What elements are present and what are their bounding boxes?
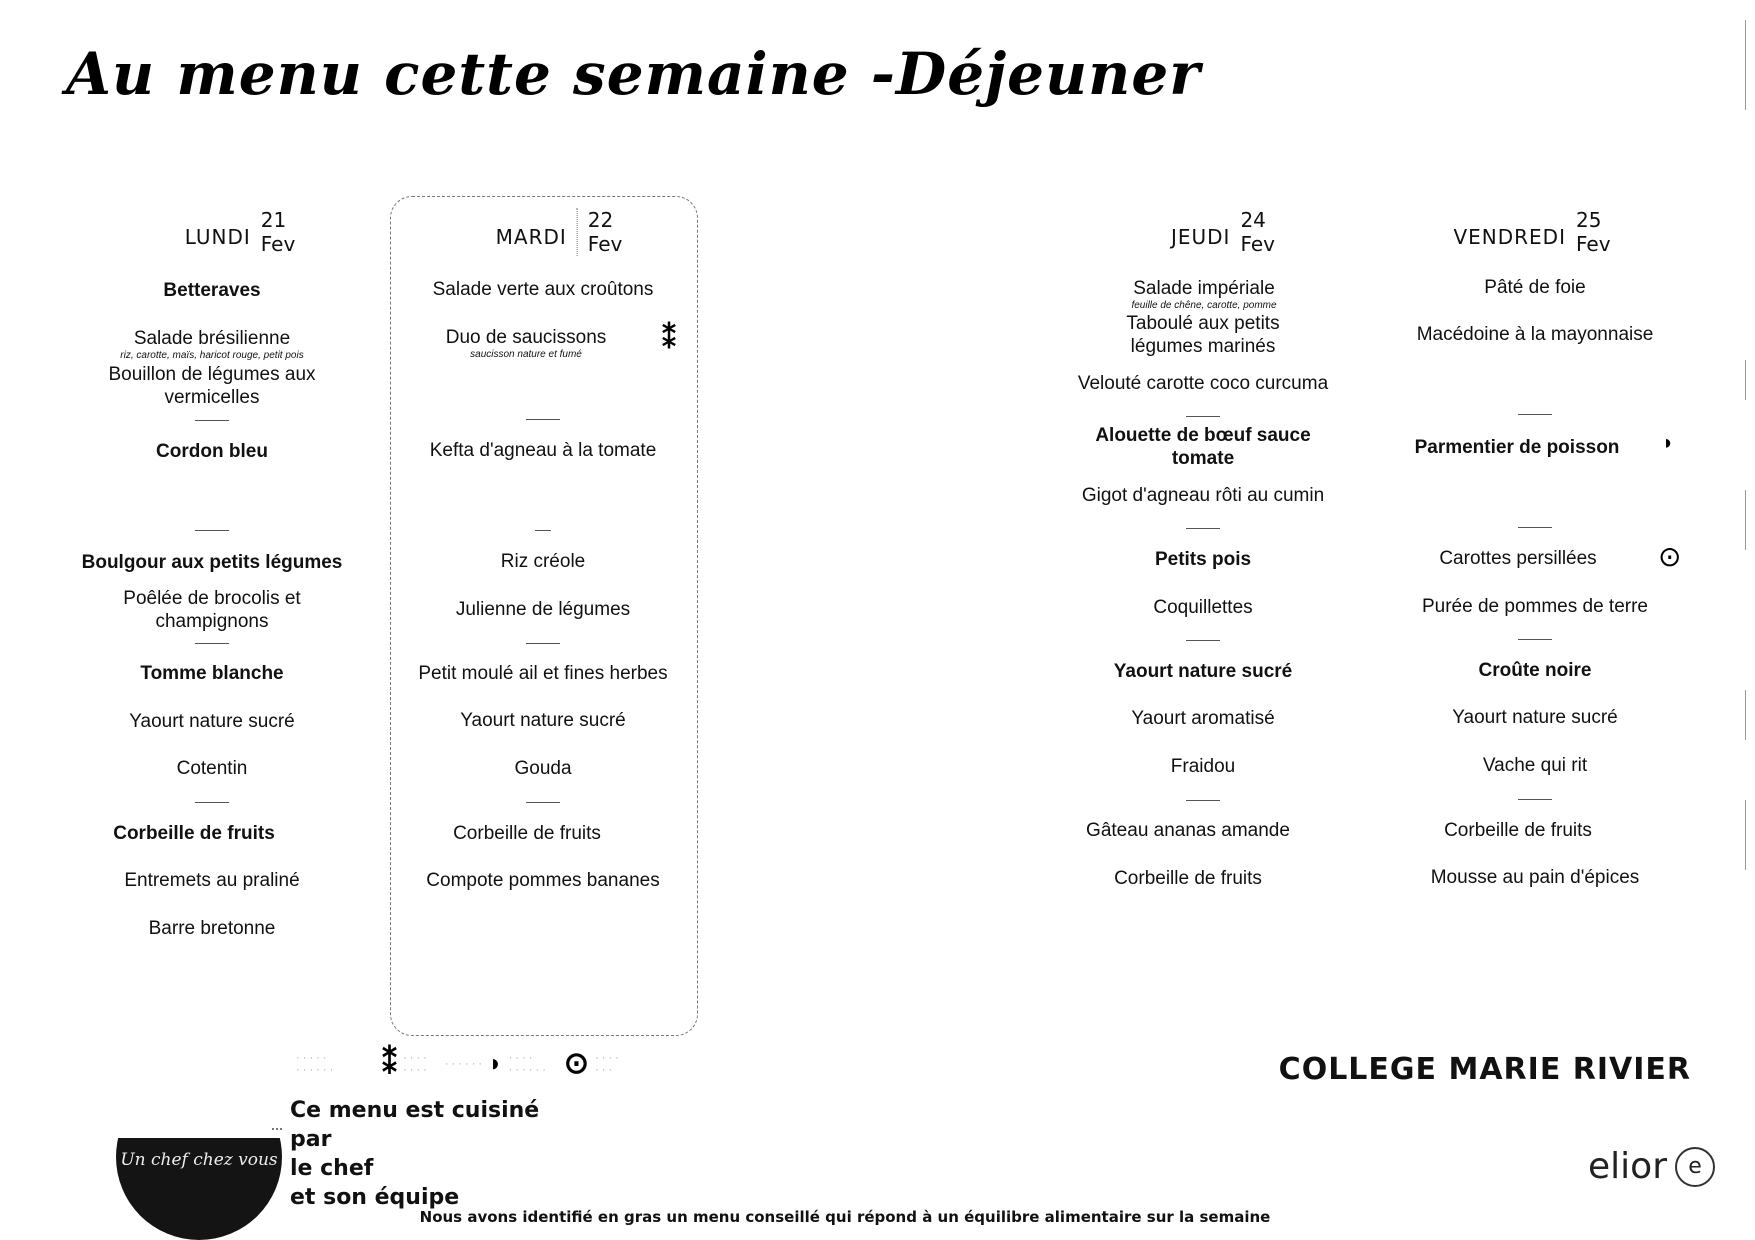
college-name: COLLEGE MARIE RIVIER	[1278, 1052, 1691, 1087]
day-name: MARDI	[495, 225, 567, 249]
menu-item: Gigot d'agneau rôti au cumin	[1081, 485, 1325, 506]
menu-item: Mousse au pain d'épices	[1430, 867, 1640, 888]
separator	[526, 802, 560, 803]
legend-label-faint: · · · · · · · ·	[403, 1051, 427, 1076]
chef-note	[290, 1096, 580, 1212]
menu-item	[1131, 277, 1276, 311]
bowl-logo-text: Un chef chez vous	[120, 1150, 278, 1170]
menu-item: Gouda	[514, 758, 572, 779]
menu-item: Yaourt nature sucré	[1452, 707, 1618, 728]
decorative-dots	[272, 1128, 282, 1130]
day-date-month: Fev	[587, 232, 623, 256]
separator	[1518, 414, 1552, 415]
produit-local-icon: ⊙	[563, 1047, 589, 1080]
menu-item-detail: riz, carotte, maïs, haricot rouge, petit pois	[120, 350, 304, 361]
origine-france-icon: ⁑	[662, 323, 676, 354]
day-date-number: 25	[1575, 208, 1602, 232]
menu-item-detail: feuille de chêne, carotte, pomme	[1131, 300, 1277, 311]
menu-item: Croûte noire	[1478, 660, 1592, 681]
menu-item: Boulgour aux petits légumes	[81, 552, 343, 573]
menu-item: Julienne de légumes	[455, 599, 631, 620]
scan-edge-mark	[1745, 490, 1746, 550]
menu-item: Riz créole	[500, 551, 586, 572]
separator	[1186, 640, 1220, 641]
menu-item: Carottes persillées	[1439, 548, 1597, 569]
separator	[195, 802, 229, 803]
menu-item: Yaourt nature sucré	[460, 710, 626, 731]
menu-item: Poêlée de brocolis et champignons	[123, 588, 301, 632]
separator	[195, 643, 229, 644]
menu-item: Yaourt aromatisé	[1131, 708, 1275, 729]
day-name: VENDREDI	[1453, 225, 1566, 249]
legend-label-faint: · · · · · · · · · ·	[508, 1051, 546, 1076]
menu-item: Salade verte aux croûtons	[432, 279, 654, 300]
scan-edge-mark	[1745, 800, 1746, 870]
menu-item: Parmentier de poisson	[1414, 437, 1620, 458]
day-date-month: Fev	[1575, 232, 1611, 256]
separator	[1186, 800, 1220, 801]
menu-title: Au menu cette semaine -Déjeuner	[66, 40, 1201, 108]
menu-item: Barre bretonne	[148, 918, 276, 939]
separator	[1518, 799, 1552, 800]
peche-responsable-icon: ◗	[1662, 432, 1675, 454]
legend-produit-local	[564, 1046, 619, 1081]
legend-label-faint: · · · · · · · · · · ·	[296, 1051, 334, 1076]
chef-note-line: et son équipe	[290, 1185, 460, 1210]
day-date-number: 21	[260, 208, 287, 232]
menu-item-label: Duo de saucissons	[445, 327, 607, 348]
menu-item: Fraidou	[1170, 756, 1236, 777]
menu-item: Cordon bleu	[156, 441, 268, 462]
menu-item: Corbeille de fruits	[1114, 868, 1262, 889]
menu-item	[446, 326, 607, 360]
day-date-number: 22	[587, 208, 614, 232]
separator	[1518, 527, 1552, 528]
separator	[535, 530, 551, 531]
menu-item: Velouté carotte coco curcuma	[1077, 373, 1329, 394]
menu-item: Petits pois	[1154, 549, 1252, 570]
elior-logo	[1588, 1146, 1715, 1187]
day-name: JEUDI	[1170, 225, 1231, 249]
menu-item: Taboulé aux petits légumes marinés	[1126, 313, 1280, 357]
menu-item	[120, 327, 303, 361]
menu-item-label: Salade impériale	[1133, 278, 1275, 299]
separator	[195, 530, 229, 531]
elior-mark-icon: e	[1675, 1147, 1715, 1187]
menu-item: Corbeille de fruits	[1444, 820, 1592, 841]
footer-note: Nous avons identifié en gras un menu conseillé qui répond à un équilibre alimentaire sur la semaine	[419, 1208, 1271, 1226]
menu-item: Entremets au praliné	[124, 870, 300, 891]
day-date	[1240, 208, 1275, 256]
menu-item: Yaourt nature sucré	[129, 711, 295, 732]
menu-item: Alouette de bœuf sauce tomate	[1095, 425, 1311, 469]
origine-france-icon: ⁑	[382, 1047, 397, 1080]
chef-note-line: Ce menu est cuisiné par	[290, 1098, 540, 1152]
day-header-vendredi	[1453, 208, 1610, 256]
day-date-month: Fev	[1240, 232, 1276, 256]
menu-item: Kefta d'agneau à la tomate	[429, 440, 657, 461]
produit-local-icon: ⊙	[1658, 541, 1682, 572]
separator	[526, 643, 560, 644]
legend-peche-responsable	[445, 1050, 546, 1078]
separator	[195, 420, 229, 421]
scan-edge-mark	[1745, 360, 1746, 400]
peche-responsable-icon: ◗	[488, 1049, 503, 1077]
separator	[1186, 416, 1220, 417]
scan-edge-mark	[1745, 690, 1746, 740]
menu-item: Corbeille de fruits	[453, 823, 601, 844]
separator	[1518, 639, 1552, 640]
menu-item: Tomme blanche	[140, 663, 284, 684]
menu-item-label: Salade brésilienne	[133, 328, 291, 349]
menu-item: Coquillettes	[1153, 597, 1253, 618]
separator	[526, 419, 560, 420]
menu-item: Yaourt nature sucré	[1113, 661, 1293, 682]
menu-item: Corbeille de fruits	[113, 823, 275, 844]
menu-item: Bouillon de légumes aux vermicelles	[108, 364, 316, 408]
day-date-number: 24	[1240, 208, 1266, 232]
menu-item: Purée de pommes de terre	[1421, 596, 1649, 617]
day-header-jeudi	[1171, 208, 1275, 256]
separator	[1186, 528, 1220, 529]
legend	[296, 1046, 619, 1081]
menu-item: Vache qui rit	[1482, 755, 1588, 776]
day-date	[261, 208, 296, 256]
legend-label-faint: · · · · · · ·	[595, 1051, 619, 1076]
day-date	[1576, 208, 1611, 256]
day-header-lundi	[185, 208, 296, 256]
menu-item: Cotentin	[176, 758, 248, 779]
chef-note-line: le chef	[290, 1156, 374, 1181]
brand-name: elior	[1588, 1146, 1667, 1187]
menu-item-detail: saucisson nature et fumé	[470, 349, 582, 360]
scan-edge-mark	[1745, 20, 1746, 110]
menu-item: Petit moulé ail et fines herbes	[418, 663, 668, 684]
legend-label-faint: · · · · · ·	[444, 1057, 483, 1070]
day-date-month: Fev	[260, 232, 296, 256]
day-name: LUNDI	[184, 225, 251, 249]
legend-origine-france	[296, 1046, 427, 1081]
menu-item: Compote pommes bananes	[426, 870, 660, 891]
menu-item: Betteraves	[163, 280, 261, 301]
menu-item: Gâteau ananas amande	[1086, 820, 1290, 841]
menu-item: Macédoine à la mayonnaise	[1416, 324, 1654, 345]
menu-item: Pâté de foie	[1484, 277, 1586, 298]
